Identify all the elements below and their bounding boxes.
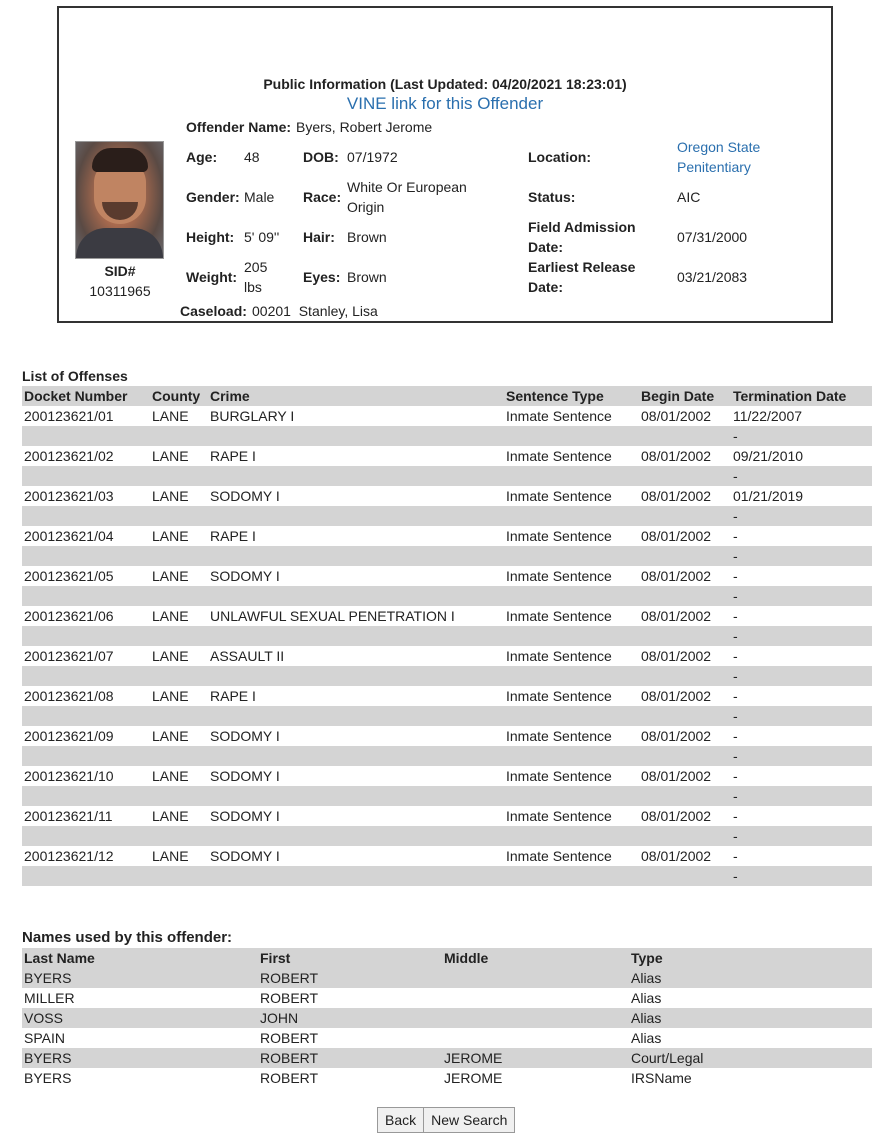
table-cell: RAPE I (208, 686, 504, 706)
offenses-title: List of Offenses (22, 368, 128, 384)
table-cell (208, 826, 504, 846)
table-row (22, 988, 872, 1008)
table-cell (150, 466, 208, 486)
table-cell: ROBERT (258, 968, 442, 988)
earliest-release-label-line-2: Date: (528, 279, 564, 295)
earliest-release-label-line-1: Earliest Release (528, 259, 636, 275)
status-value: AIC (677, 189, 701, 205)
offender-name-label: Offender Name: (186, 119, 292, 135)
table-row (22, 726, 872, 746)
table-cell: 08/01/2002 (639, 486, 731, 506)
table-cell (22, 786, 150, 806)
table-cell: ROBERT (260, 1030, 319, 1046)
table-cell: 08/01/2002 (639, 526, 731, 546)
table-cell: Inmate Sentence (504, 486, 639, 506)
table-cell (442, 988, 629, 1008)
table-cell (22, 546, 150, 566)
table-cell (639, 626, 731, 646)
table-cell: Inmate Sentence (504, 766, 639, 786)
table-cell: Inmate Sentence (504, 566, 639, 586)
table-cell: SODOMY I (208, 766, 504, 786)
location-line-2[interactable]: Penitentiary (677, 159, 751, 175)
table-cell: - (731, 706, 872, 726)
table-cell: Alias (629, 1008, 872, 1028)
column-header: First (258, 948, 442, 968)
table-row (22, 1008, 872, 1028)
vine-link[interactable]: VINE link for this Offender (346, 94, 544, 113)
table-cell: 200123621/03 (22, 486, 150, 506)
table-cell (504, 746, 639, 766)
eyes-value: Brown (347, 269, 387, 285)
table-cell (639, 866, 731, 886)
table-cell (22, 826, 150, 846)
sid-label: SID# (104, 263, 136, 279)
race-label: Race: (303, 189, 342, 205)
column-header: County (150, 386, 208, 406)
table-cell (504, 466, 639, 486)
table-cell: 200123621/05 (22, 566, 150, 586)
table-cell (504, 866, 639, 886)
table-row (22, 1048, 872, 1068)
column-header: Crime (208, 386, 504, 406)
names-header-row (22, 948, 872, 968)
table-cell (639, 706, 731, 726)
table-cell: SODOMY I (208, 846, 504, 866)
table-cell (208, 666, 504, 686)
table-cell: - (731, 786, 872, 806)
table-cell: 200123621/06 (22, 606, 150, 626)
table-cell (150, 746, 208, 766)
table-cell: SODOMY I (208, 806, 504, 826)
field-admission-date: 07/31/2000 (677, 229, 748, 245)
column-header: Type (629, 948, 872, 968)
table-cell: 08/01/2002 (639, 846, 731, 866)
table-cell (504, 666, 639, 686)
table-row (22, 646, 872, 666)
table-cell: Alias (629, 968, 872, 988)
table-cell (22, 706, 150, 726)
table-row (22, 486, 872, 506)
table-cell: 200123621/02 (22, 446, 150, 466)
table-cell: 200123621/07 (22, 646, 150, 666)
age-label: Age: (186, 149, 218, 165)
table-cell: - (731, 666, 872, 686)
table-cell: 08/01/2002 (639, 766, 731, 786)
table-cell (150, 826, 208, 846)
table-cell (208, 466, 504, 486)
weight-label: Weight: (186, 269, 238, 285)
table-cell: LANE (150, 566, 208, 586)
table-cell (22, 466, 150, 486)
height-label: Height: (186, 229, 235, 245)
table-cell: - (731, 566, 872, 586)
table-sub-row (22, 506, 872, 526)
table-cell (504, 586, 639, 606)
table-sub-row (22, 826, 872, 846)
table-cell: LANE (150, 446, 208, 466)
table-cell (442, 968, 629, 988)
eyes-label: Eyes: (303, 269, 341, 285)
names-body (22, 948, 872, 1088)
table-cell: 200123621/04 (22, 526, 150, 546)
table-sub-row (22, 466, 872, 486)
table-cell: 200123621/12 (22, 846, 150, 866)
offenses-body (22, 406, 872, 886)
hair-value: Brown (347, 229, 387, 245)
table-cell: 09/21/2010 (731, 446, 872, 466)
table-cell: IRSName (631, 1070, 692, 1086)
table-cell: 01/21/2019 (731, 486, 872, 506)
table-cell: - (731, 626, 872, 646)
table-cell (150, 706, 208, 726)
table-cell: JEROME (442, 1048, 629, 1068)
new-search-button[interactable]: New Search (424, 1107, 515, 1133)
table-row (22, 446, 872, 466)
table-cell: 08/01/2002 (639, 646, 731, 666)
table-cell (208, 786, 504, 806)
gender-label: Gender: (186, 189, 240, 205)
table-sub-row (22, 786, 872, 806)
table-cell: - (731, 726, 872, 746)
table-cell: MILLER (24, 990, 75, 1006)
table-cell: - (731, 426, 872, 446)
table-cell (639, 746, 731, 766)
table-cell: 11/22/2007 (731, 406, 872, 426)
table-cell: SODOMY I (208, 486, 504, 506)
table-cell (22, 586, 150, 606)
offender-name: Byers, Robert Jerome (296, 119, 433, 135)
race-line-2: Origin (347, 199, 385, 215)
table-row (22, 766, 872, 786)
table-cell (208, 746, 504, 766)
caseload-value: 00201 Stanley, Lisa (252, 303, 378, 319)
table-cell: LANE (150, 646, 208, 666)
table-row (22, 1028, 872, 1048)
table-row (22, 686, 872, 706)
column-header: Last Name (22, 948, 258, 968)
table-cell: BYERS (22, 1048, 258, 1068)
table-cell (150, 626, 208, 646)
table-cell: VOSS (22, 1008, 258, 1028)
table-cell: UNLAWFUL SEXUAL PENETRATION I (208, 606, 504, 626)
table-row (22, 526, 872, 546)
table-cell (22, 506, 150, 526)
table-cell: 200123621/09 (22, 726, 150, 746)
table-sub-row (22, 426, 872, 446)
height-value: 5' 09'' (244, 229, 280, 245)
weight-value (244, 257, 267, 297)
table-cell: 200123621/08 (22, 686, 150, 706)
table-cell (150, 506, 208, 526)
table-cell: - (731, 766, 872, 786)
table-cell (504, 506, 639, 526)
table-cell: 08/01/2002 (639, 566, 731, 586)
table-cell: Inmate Sentence (504, 806, 639, 826)
table-sub-row (22, 546, 872, 566)
age-value: 48 (244, 149, 260, 165)
table-row (22, 968, 872, 988)
table-cell (150, 666, 208, 686)
table-cell: - (731, 826, 872, 846)
table-cell: Inmate Sentence (504, 686, 639, 706)
table-cell: - (731, 606, 872, 626)
dob-value: 07/1972 (347, 149, 398, 165)
table-cell: - (731, 746, 872, 766)
table-cell (504, 826, 639, 846)
table-cell (639, 666, 731, 686)
table-row (22, 566, 872, 586)
table-cell: ASSAULT II (208, 646, 504, 666)
table-cell: Alias (631, 1030, 662, 1046)
table-cell: 08/01/2002 (639, 726, 731, 746)
table-sub-row (22, 666, 872, 686)
table-sub-row (22, 626, 872, 646)
table-cell: SODOMY I (208, 726, 504, 746)
column-header: Middle (442, 948, 629, 968)
table-cell: Inmate Sentence (504, 446, 639, 466)
table-cell: 200123621/11 (22, 806, 150, 826)
names-table (22, 948, 872, 1088)
table-cell: - (731, 506, 872, 526)
table-cell: SPAIN (24, 1030, 65, 1046)
table-cell: - (731, 546, 872, 566)
table-cell (22, 666, 150, 686)
table-cell (639, 426, 731, 446)
public-info-heading: Public Information (Last Updated: 04/20/2021 18:23:01) (263, 76, 627, 92)
table-cell: ROBERT (260, 990, 319, 1006)
sid-value: 10311965 (89, 283, 151, 299)
table-cell (208, 506, 504, 526)
table-cell: BURGLARY I (208, 406, 504, 426)
table-cell (208, 546, 504, 566)
table-cell: RAPE I (208, 446, 504, 466)
status-label: Status: (528, 189, 576, 205)
location-label: Location: (528, 149, 591, 165)
table-cell: - (731, 806, 872, 826)
table-cell: 08/01/2002 (639, 406, 731, 426)
gender-value: Male (244, 189, 275, 205)
table-cell (150, 786, 208, 806)
table-cell: - (731, 586, 872, 606)
table-cell: LANE (150, 606, 208, 626)
table-cell: Inmate Sentence (504, 406, 639, 426)
table-cell (639, 506, 731, 526)
dob-label: DOB: (303, 149, 339, 165)
table-sub-row (22, 706, 872, 726)
table-cell: - (731, 686, 872, 706)
table-cell (442, 1028, 629, 1048)
back-button[interactable]: Back (377, 1107, 424, 1133)
table-sub-row (22, 866, 872, 886)
race-line-1: White Or European (347, 179, 467, 195)
table-cell: ROBERT (258, 1048, 442, 1068)
table-cell (22, 626, 150, 646)
table-cell: Inmate Sentence (504, 846, 639, 866)
location-line-1[interactable]: Oregon State (677, 139, 761, 155)
earliest-release-date: 03/21/2083 (677, 269, 748, 285)
table-cell (150, 426, 208, 446)
table-cell (22, 746, 150, 766)
table-cell: LANE (150, 486, 208, 506)
table-cell: RAPE I (208, 526, 504, 546)
table-cell: LANE (150, 406, 208, 426)
table-cell: Inmate Sentence (504, 526, 639, 546)
table-cell: LANE (150, 766, 208, 786)
table-cell (504, 426, 639, 446)
table-cell (639, 546, 731, 566)
offenses-table (22, 386, 872, 886)
names-title: Names used by this offender: (22, 929, 233, 946)
table-row (22, 406, 872, 426)
table-cell (504, 786, 639, 806)
table-cell: 200123621/01 (22, 406, 150, 426)
table-cell (504, 626, 639, 646)
earliest-release-label (528, 257, 635, 297)
column-header: Termination Date (731, 386, 872, 406)
column-header: Begin Date (639, 386, 731, 406)
table-cell (442, 1008, 629, 1028)
offender-info-panel (57, 6, 833, 323)
table-row (22, 606, 872, 626)
column-header: Sentence Type (504, 386, 639, 406)
table-cell: LANE (150, 846, 208, 866)
field-admission-label (528, 217, 636, 257)
table-cell: BYERS (24, 1070, 72, 1086)
table-cell (208, 426, 504, 446)
table-cell: 08/01/2002 (639, 446, 731, 466)
location-link[interactable] (677, 137, 760, 177)
table-cell: - (731, 646, 872, 666)
table-cell: Inmate Sentence (504, 726, 639, 746)
hair-label: Hair: (303, 229, 335, 245)
table-cell: - (731, 466, 872, 486)
table-cell (208, 586, 504, 606)
table-cell (208, 706, 504, 726)
table-cell: LANE (150, 526, 208, 546)
table-cell (150, 866, 208, 886)
table-cell (504, 706, 639, 726)
table-cell: - (731, 846, 872, 866)
table-cell: 08/01/2002 (639, 686, 731, 706)
table-cell: Inmate Sentence (504, 606, 639, 626)
table-cell: LANE (150, 726, 208, 746)
table-cell (639, 466, 731, 486)
weight-line-2: lbs (244, 279, 262, 295)
table-cell: LANE (150, 686, 208, 706)
table-cell: SODOMY I (208, 566, 504, 586)
offender-photo (75, 141, 164, 259)
table-cell (639, 786, 731, 806)
offenses-header-row (22, 386, 872, 406)
table-cell (504, 546, 639, 566)
table-cell: - (731, 866, 872, 886)
field-admission-label-line-1: Field Admission (528, 219, 636, 235)
table-cell: 08/01/2002 (639, 806, 731, 826)
table-cell: Court/Legal (629, 1048, 872, 1068)
table-cell: Alias (631, 990, 662, 1006)
table-cell (150, 546, 208, 566)
table-cell: Inmate Sentence (504, 646, 639, 666)
table-cell (22, 866, 150, 886)
table-cell: JEROME (444, 1070, 503, 1086)
table-cell (22, 426, 150, 446)
table-cell: ROBERT (260, 1070, 319, 1086)
table-cell: - (731, 526, 872, 546)
caseload-label: Caseload: (180, 303, 247, 319)
table-cell (150, 586, 208, 606)
table-cell (208, 866, 504, 886)
table-row (22, 1068, 872, 1088)
table-cell: JOHN (258, 1008, 442, 1028)
column-header: Docket Number (22, 386, 150, 406)
navigation-buttons (377, 1107, 515, 1133)
table-row (22, 806, 872, 826)
table-cell: 200123621/10 (22, 766, 150, 786)
table-sub-row (22, 746, 872, 766)
weight-line-1: 205 (244, 259, 268, 275)
table-sub-row (22, 586, 872, 606)
table-cell (639, 586, 731, 606)
race-value (347, 177, 467, 217)
table-row (22, 846, 872, 866)
table-cell: BYERS (22, 968, 258, 988)
table-cell (639, 826, 731, 846)
table-cell: LANE (150, 806, 208, 826)
table-cell: 08/01/2002 (639, 606, 731, 626)
table-cell (208, 626, 504, 646)
field-admission-label-line-2: Date: (528, 239, 564, 255)
